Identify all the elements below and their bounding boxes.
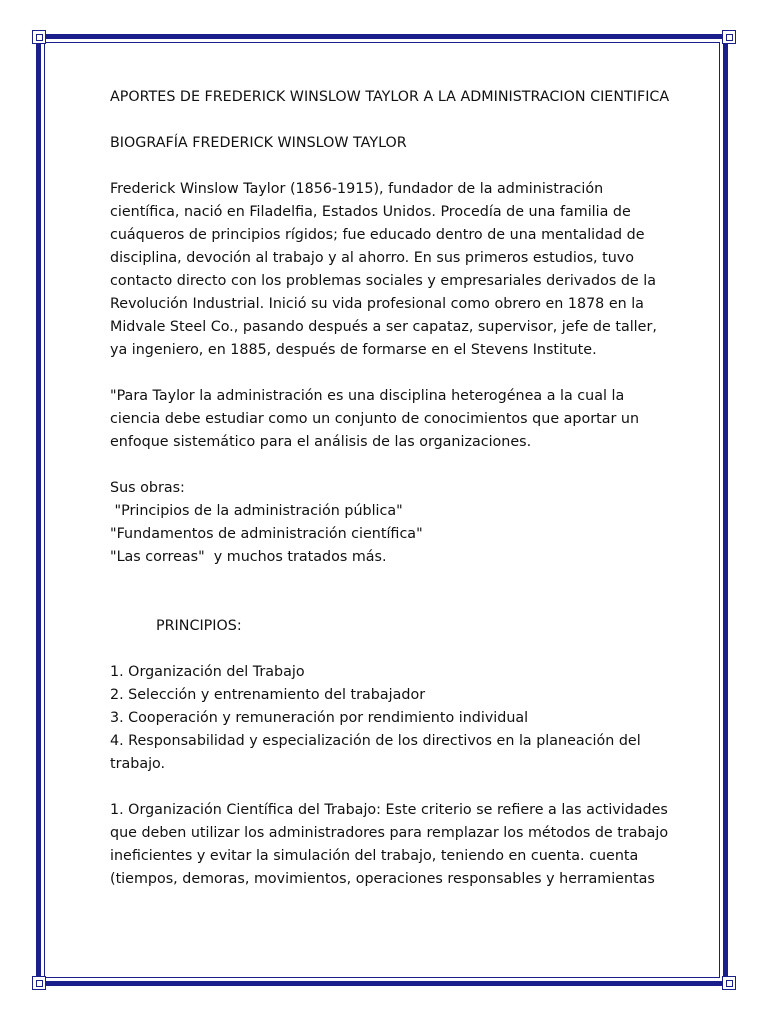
document-title: APORTES DE FREDERICK WINSLOW TAYLOR A LA ADMINISTRACION CIENTIFICA xyxy=(110,89,670,105)
principle-item: 3. Cooperación y remuneración por rendimiento individual xyxy=(110,710,529,726)
works-item: "Las correas" y muchos tratados más. xyxy=(110,549,387,565)
works-item: "Fundamentos de administración científica" xyxy=(110,526,423,542)
document-body xyxy=(110,86,670,891)
works-heading: Sus obras: xyxy=(110,480,185,496)
principle-item: 4. Responsabilidad y especialización de los directivos en la planeación del trabajo. xyxy=(110,733,641,772)
corner-ornament-top-left xyxy=(32,30,46,44)
biography-paragraph: Frederick Winslow Taylor (1856-1915), fundador de la administración científica, nació en Filadelfia, Estados Unidos. Procedía de una familia de cuáqueros de principios rígidos; fue educado dentro de una mentalidad de disciplina, devoción al trabajo y al ahorro. En sus primeros estudios, tuvo contacto directo con los problemas sociales y empresariales derivados de la Revolución Industrial. Inició su vida profesional como obrero en 1878 en la Midvale Steel Co., pasando después a ser capataz, supervisor, jefe de taller, ya ingeniero, en 1885, después de formarse en el Stevens Institute. xyxy=(110,181,657,358)
corner-ornament-top-right xyxy=(722,30,736,44)
principle-item: 1. Organización del Trabajo xyxy=(110,664,305,680)
quote-paragraph: "Para Taylor la administración es una disciplina heterogénea a la cual la ciencia debe estudiar como un conjunto de conocimientos que aportar un enfoque sistemático para el análisis de las organizaciones. xyxy=(110,388,640,450)
biography-heading: BIOGRAFÍA FREDERICK WINSLOW TAYLOR xyxy=(110,135,407,151)
corner-ornament-bottom-right xyxy=(722,976,736,990)
corner-ornament-bottom-left xyxy=(32,976,46,990)
principle-item: 2. Selección y entrenamiento del trabajador xyxy=(110,687,426,703)
works-item: "Principios de la administración pública" xyxy=(110,503,403,519)
principles-heading: PRINCIPIOS: xyxy=(156,618,242,634)
principle-detail-paragraph: 1. Organización Científica del Trabajo: Este criterio se refiere a las actividades que deben utilizar los administradores para remplazar los métodos de trabajo ineficientes y evitar la simulación del trabajo, teniendo en cuenta. cuenta (tiempos, demoras, movimientos, operaciones responsables y herramientas xyxy=(110,802,669,887)
